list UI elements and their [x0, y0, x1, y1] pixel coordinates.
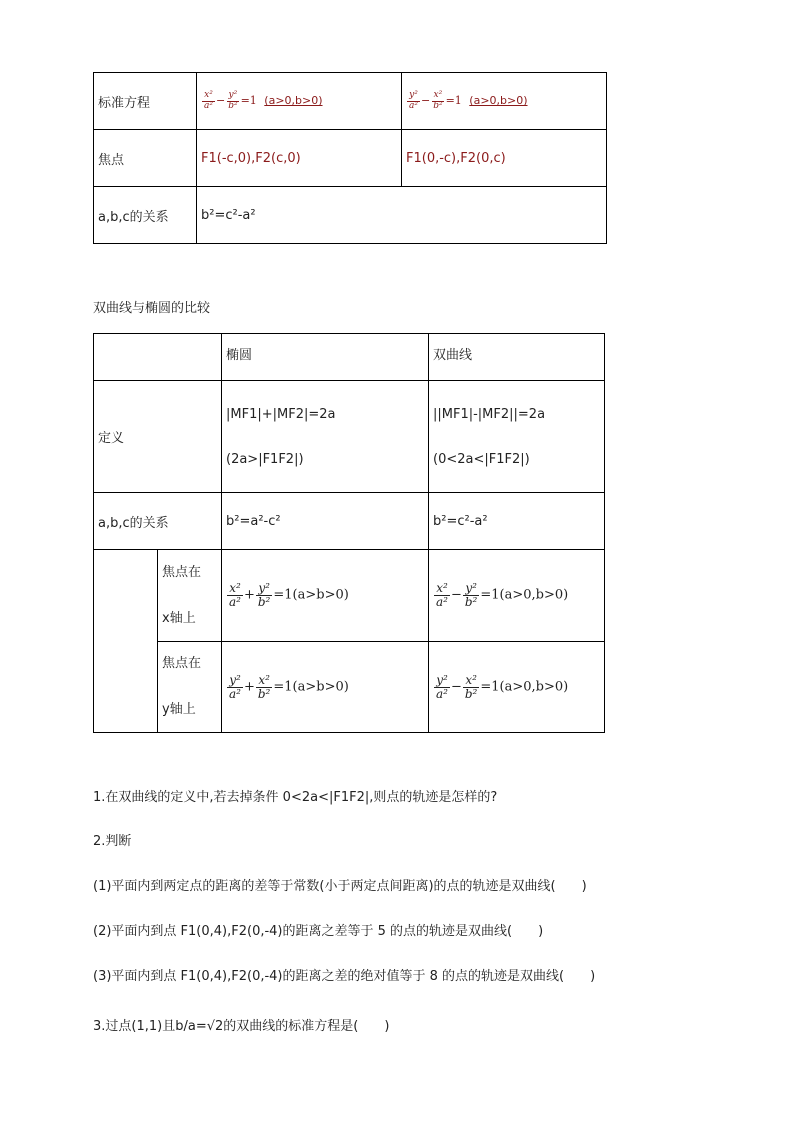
header-ellipse: 椭圆 [222, 334, 429, 381]
definition-ellipse-condition: (2a>|F1F2|) [226, 451, 304, 467]
definition-ellipse [222, 381, 429, 493]
abc-label: a,b,c的关系 [94, 493, 222, 550]
standard-equation-y-axis: $\frac{\text{y²}}{\text{a²}}$ − $\frac{\text{x²}}{\text{b²}}$ =1 (a>0,b>0) [402, 73, 607, 130]
y-axis-label-line1: 焦点在 [162, 656, 202, 671]
x-axis-hyperbola-equation: $\frac{\text{x²}}{\text{a²}}$ − $\frac{\text{y²}}{\text{b²}}$ =1(a>0,b>0) [429, 550, 605, 642]
question-2-1: (1)平面内到两定点的距离的差等于常数(小于两定点间距离)的点的轨迹是双曲线( ) [93, 879, 587, 894]
y-axis-focus-label [158, 642, 222, 733]
focus-y-axis: F1(0,-c),F2(0,c) [402, 130, 607, 187]
abc-ellipse: b²=a²-c² [222, 493, 429, 550]
x-ellipse-cond: =1(a>b>0) [273, 588, 349, 603]
question-3: 3.过点(1,1)且b/a=√2的双曲线的标准方程是( ) [93, 1019, 390, 1034]
question-2: 2.判断 [93, 834, 132, 849]
x-axis-focus-label [158, 550, 222, 642]
focus-x-axis: F1(-c,0),F2(c,0) [197, 130, 402, 187]
section-title: 双曲线与椭圆的比较 [93, 301, 211, 316]
question-1: 1.在双曲线的定义中,若去掉条件 0<2a<|F1F2|,则点的轨迹是怎样的? [93, 790, 498, 805]
question-2-3: (3)平面内到点 F1(0,4),F2(0,-4)的距离之差的绝对值等于 8 的点的轨迹是双曲线( ) [93, 969, 596, 984]
standard-equation-x-axis: $\frac{\text{x²}}{\text{a²}}$ − $\frac{\text{y²}}{\text{b²}}$ =1 (a>0,b>0) [197, 73, 402, 130]
empty-merged-cell [94, 550, 158, 733]
definition-hyperbola [429, 381, 605, 493]
x-axis-ellipse-equation: $\frac{\text{x²}}{\text{a²}}$ + $\frac{\text{y²}}{\text{b²}}$ =1(a>b>0) [222, 550, 429, 642]
x-axis-label-line2: x轴上 [162, 610, 196, 626]
y-axis-label-line2: y轴上 [162, 702, 196, 717]
focus-label: 焦点 [94, 130, 197, 187]
x-hyper-cond: =1(a>0,b>0) [480, 588, 569, 603]
y-ellipse-cond: =1(a>b>0) [273, 679, 349, 695]
condition-left: (a>0,b>0) [264, 94, 323, 107]
definition-label: 定义 [94, 381, 222, 493]
question-2-2: (2)平面内到点 F1(0,4),F2(0,-4)的距离之差等于 5 的点的轨迹是双曲线( ) [93, 924, 544, 939]
hyperbola-standard-table [93, 72, 607, 244]
y-axis-hyperbola-equation: $\frac{\text{y²}}{\text{a²}}$ − $\frac{\text{x²}}{\text{b²}}$ =1(a>0,b>0) [429, 642, 605, 733]
condition-right: (a>0,b>0) [469, 94, 528, 107]
standard-equation-label: 标准方程 [94, 73, 197, 130]
definition-hyperbola-formula: ||MF1|-|MF2||=2a [433, 406, 546, 422]
x-axis-label-line1: 焦点在 [162, 564, 202, 580]
y-hyper-cond: =1(a>0,b>0) [480, 679, 569, 695]
definition-hyperbola-condition: (0<2a<|F1F2|) [433, 451, 530, 467]
abc-hyperbola: b²=c²-a² [429, 493, 605, 550]
ellipse-hyperbola-comparison-table [93, 333, 605, 733]
header-hyperbola: 双曲线 [429, 334, 605, 381]
header-empty [94, 334, 222, 381]
abc-relation-label: a,b,c的关系 [94, 187, 197, 244]
y-axis-ellipse-equation: $\frac{\text{y²}}{\text{a²}}$ + $\frac{\text{x²}}{\text{b²}}$ =1(a>b>0) [222, 642, 429, 733]
abc-relation-value: b²=c²-a² [197, 187, 607, 244]
definition-ellipse-formula: |MF1|+|MF2|=2a [226, 406, 336, 422]
